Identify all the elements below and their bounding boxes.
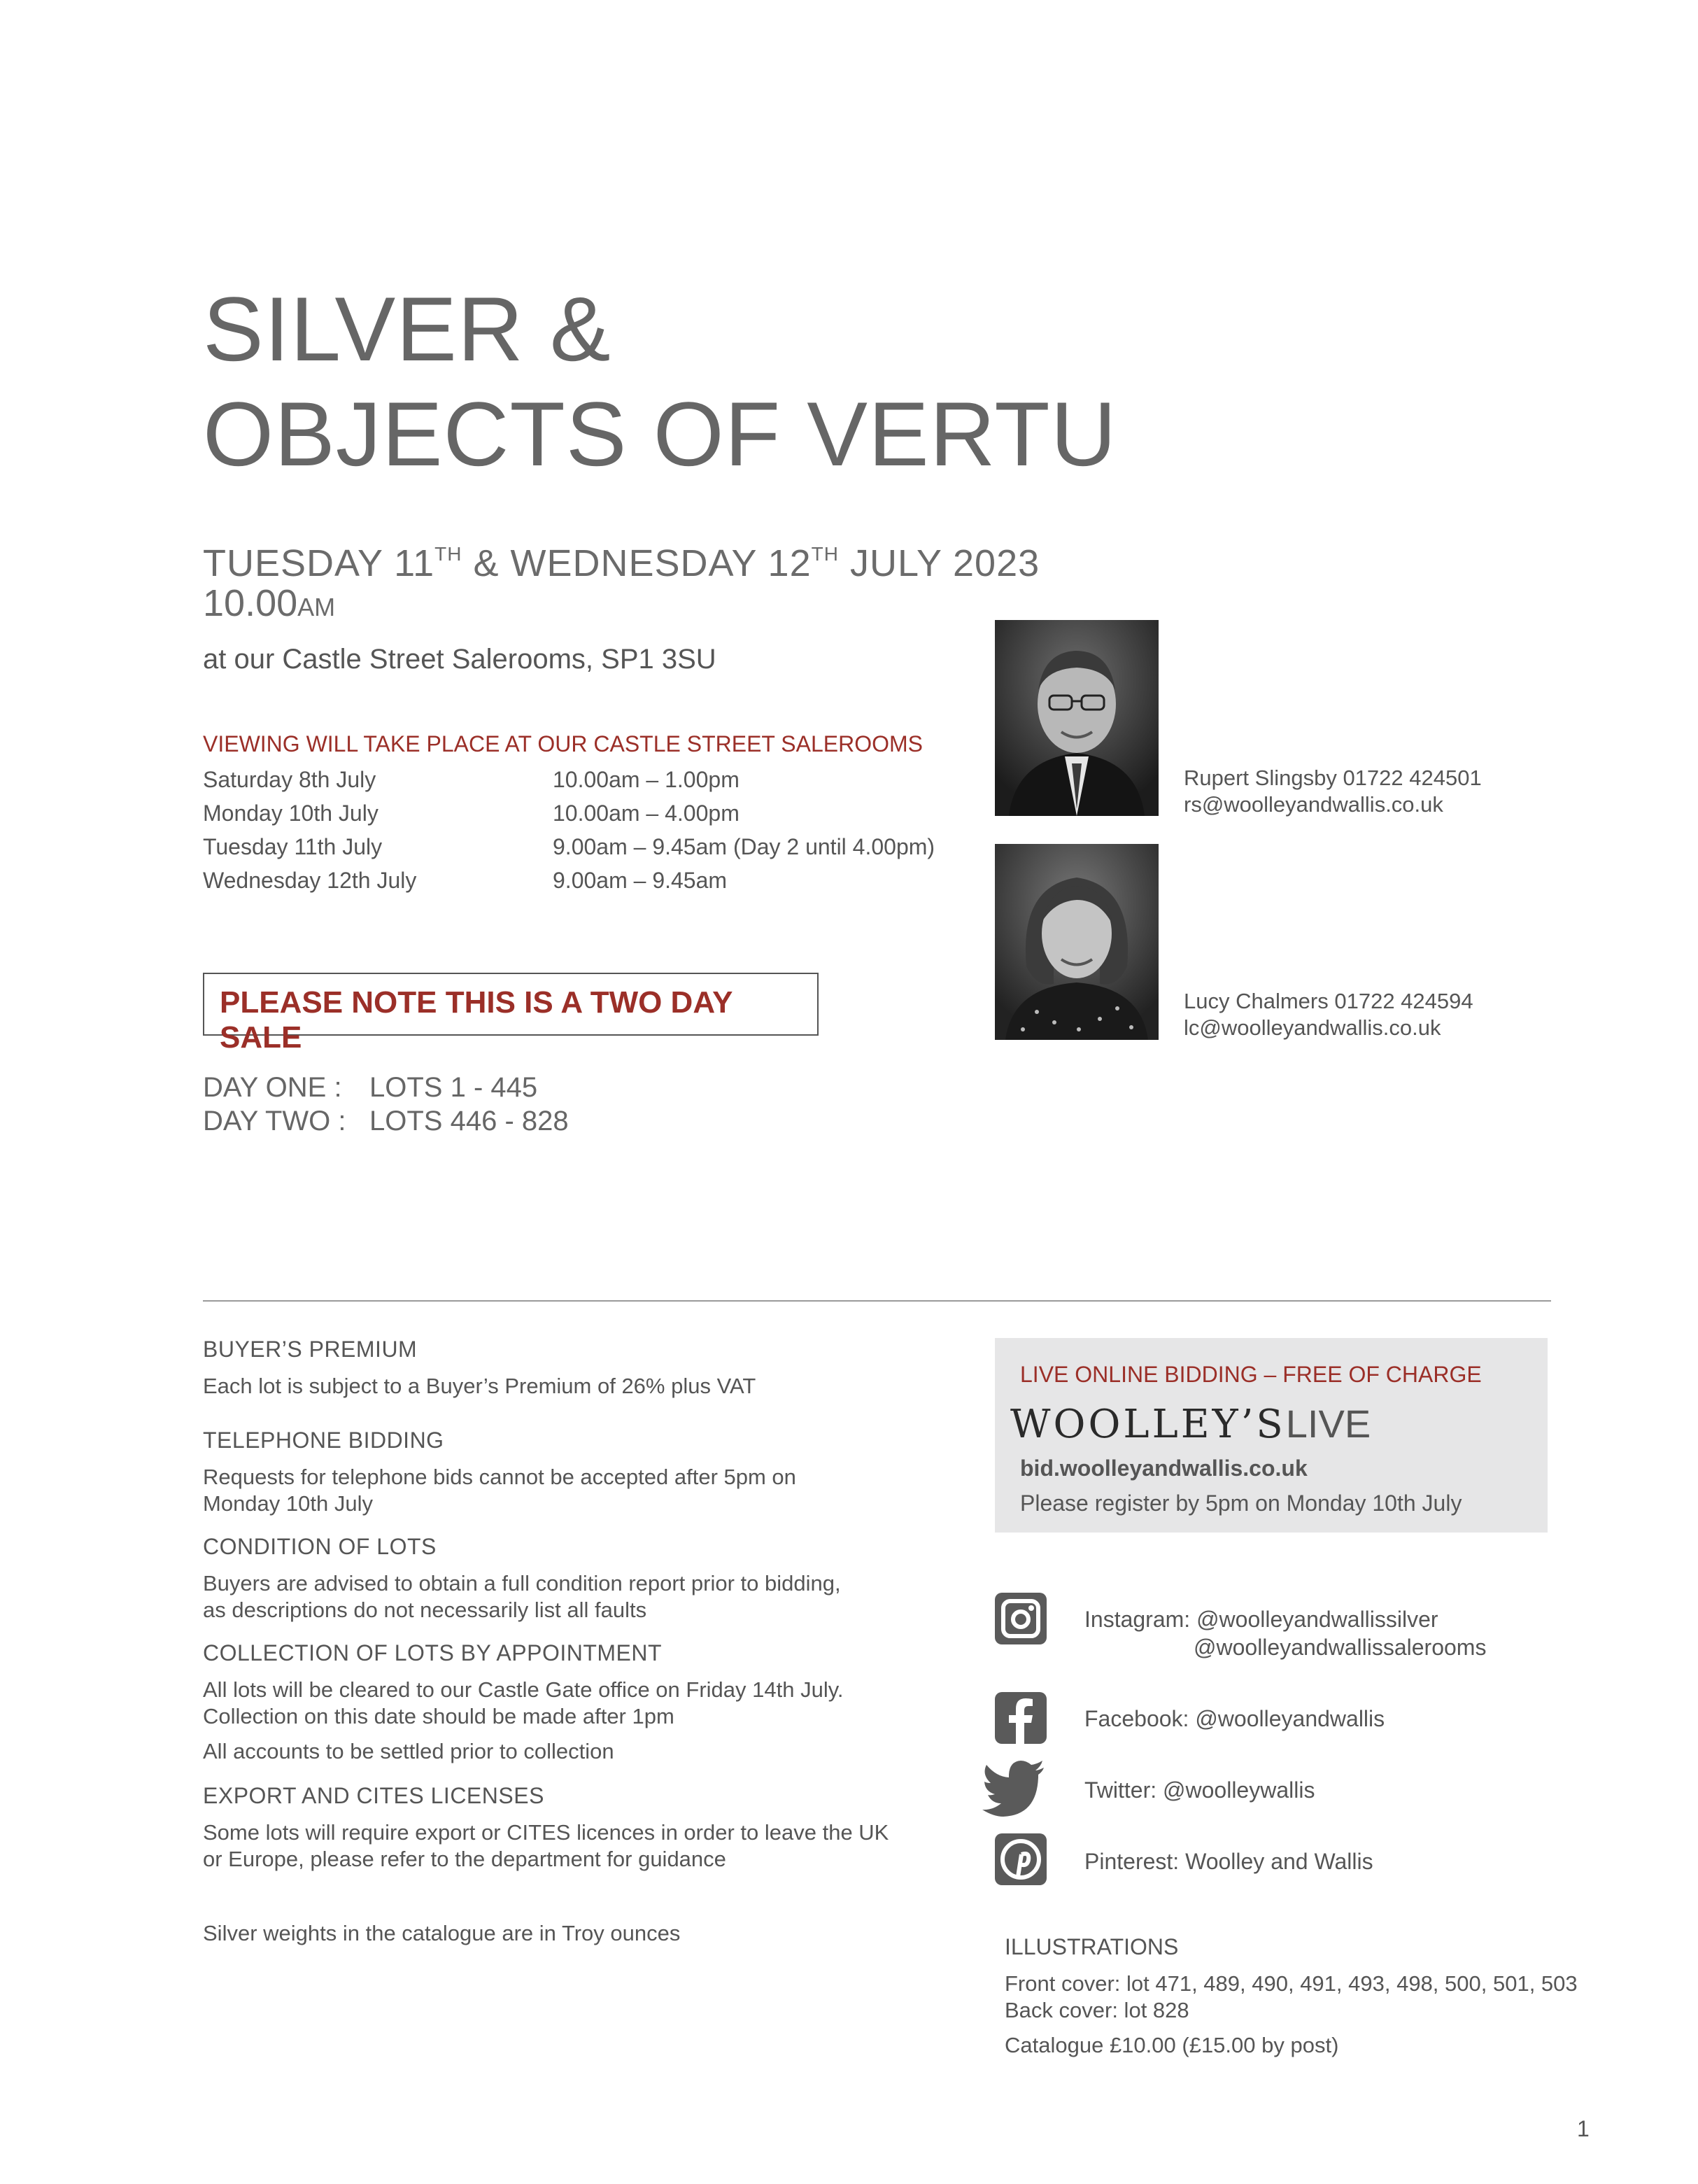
condition-text: Buyers are advised to obtain a full condition report prior to bidding, as descriptions do not necessarily list all faults [203,1571,841,1622]
contact-rupert [1184,765,1482,818]
viewing-row: Monday 10th July 10.00am – 4.00pm [203,801,740,826]
bidding-url[interactable]: bid.woolleyandwallis.co.uk [1020,1456,1308,1481]
specialist-photo-lucy [995,844,1159,1040]
viewing-heading: VIEWING WILL TAKE PLACE AT OUR CASTLE STREET SALEROOMS [203,731,923,756]
contact-email[interactable]: rs@woolleyandwallis.co.uk [1184,792,1443,817]
woolleys-live-logo: WOOLLEY’SLIVE [1010,1402,1371,1447]
sale-time: 10.00AM [203,582,336,624]
instagram-icon[interactable] [995,1593,1047,1644]
export-heading: EXPORT AND CITES LICENSES [203,1783,544,1808]
day-one-lots: DAY ONE : LOTS 1 - 445 [203,1072,538,1103]
catalogue-title [203,276,1117,486]
register-deadline: Please register by 5pm on Monday 10th July [1020,1491,1462,1516]
facebook-icon[interactable] [995,1692,1047,1744]
sale-dates: TUESDAY 11TH & WEDNESDAY 12TH JULY 2023 [203,542,1040,584]
day-two-lots: DAY TWO : LOTS 446 - 828 [203,1106,569,1136]
silver-weights-note: Silver weights in the catalogue are in Troy ounces [203,1921,681,1945]
condition-heading: CONDITION OF LOTS [203,1534,437,1559]
facebook-link[interactable]: Facebook: @woolleyandwallis [1084,1706,1385,1731]
portrait-woman [995,844,1159,1040]
collection-text: All lots will be cleared to our Castle Gate office on Friday 14th July. Collection on this date should be made after 1pm All accounts to be settled prior to collection [203,1677,844,1763]
buyers-premium-heading: BUYER’S PREMIUM [203,1337,418,1362]
instagram-link[interactable]: Instagram: @woolleyandwallissilver @woolleyandwallissalerooms [1084,1607,1487,1660]
section-divider [203,1300,1551,1302]
title-line-1: SILVER & [203,278,611,380]
buyers-premium-text: Each lot is subject to a Buyer’s Premium of 26% plus VAT [203,1374,756,1398]
twitter-link[interactable]: Twitter: @woolleywallis [1084,1777,1315,1803]
contact-name-phone: Lucy Chalmers 01722 424594 [1184,989,1473,1013]
online-bidding-panel [995,1338,1548,1533]
viewing-row: Saturday 8th July 10.00am – 1.00pm [203,767,740,792]
telephone-bidding-text: Requests for telephone bids cannot be accepted after 5pm on Monday 10th July [203,1465,796,1516]
specialist-photo-rupert [995,620,1159,816]
viewing-times [203,767,935,901]
venue: at our Castle Street Salerooms, SP1 3SU [203,644,716,675]
title-line-2: OBJECTS OF VERTU [203,383,1117,485]
telephone-bidding-heading: TELEPHONE BIDDING [203,1428,444,1453]
pinterest-icon[interactable] [995,1833,1047,1885]
export-text: Some lots will require export or CITES licences in order to leave the UK or Europe, please refer to the department for guidance [203,1820,889,1871]
illustrations-text: Front cover: lot 471, 489, 490, 491, 493, 498, 500, 501, 503 Back cover: lot 828 Catalogue £10.00 (£15.00 by post) [1005,1971,1578,2057]
twitter-icon[interactable] [982,1761,1047,1817]
viewing-row: Wednesday 12th July 9.00am – 9.45am [203,868,728,893]
contact-name-phone: Rupert Slingsby 01722 424501 [1184,766,1482,790]
illustrations-heading: ILLUSTRATIONS [1005,1934,1179,1959]
contact-lucy [1184,988,1473,1041]
portrait-man [995,620,1159,816]
collection-heading: COLLECTION OF LOTS BY APPOINTMENT [203,1640,663,1665]
pinterest-link[interactable]: Pinterest: Woolley and Wallis [1084,1849,1373,1874]
page-number: 1 [1577,2116,1590,2141]
viewing-row: Tuesday 11th July 9.00am – 9.45am (Day 2 until 4.00pm) [203,834,935,859]
two-day-sale-notice: PLEASE NOTE THIS IS A TWO DAY SALE [203,973,819,1036]
contact-email[interactable]: lc@woolleyandwallis.co.uk [1184,1015,1441,1040]
online-bidding-heading: LIVE ONLINE BIDDING – FREE OF CHARGE [1020,1362,1482,1387]
lot-ranges [203,1071,569,1138]
